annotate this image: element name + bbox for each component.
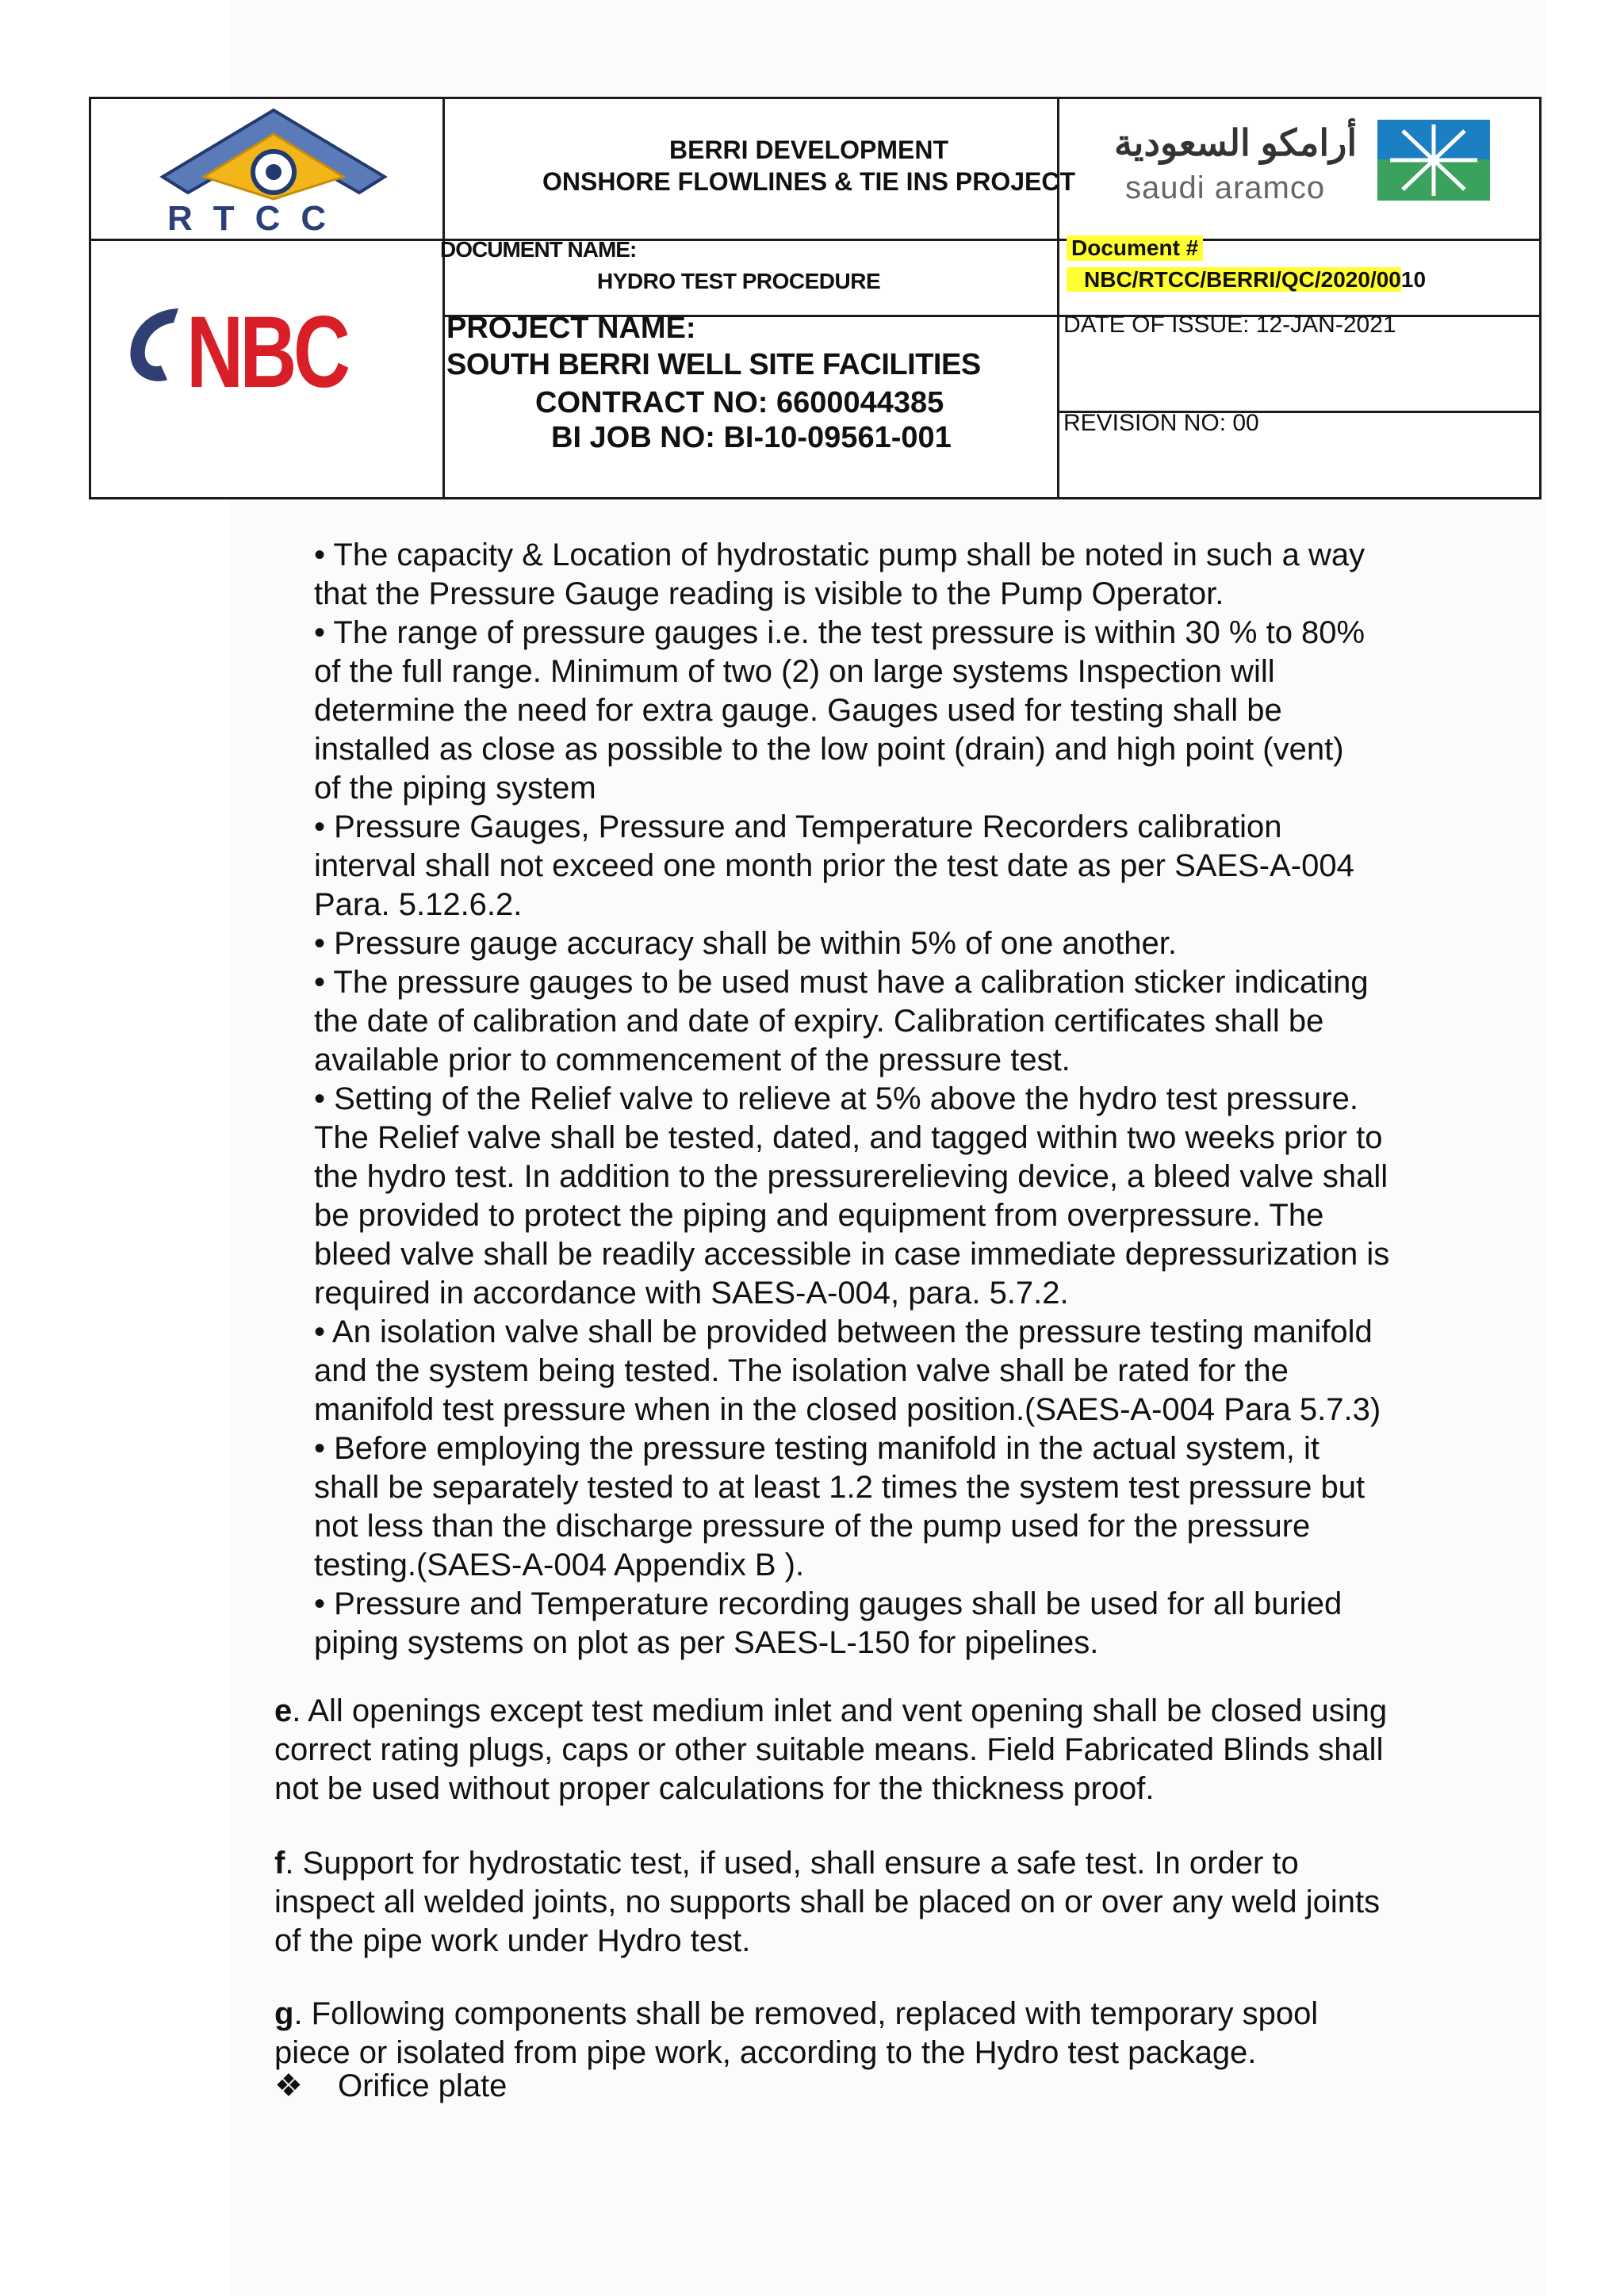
paragraph-e <box>274 1692 1448 1808</box>
document-number-highlighted: NBC/RTCC/BERRI/QC/2020/00 <box>1067 267 1401 292</box>
bullet-line: installed as close as possible to the low point (drain) and high point (vent) <box>314 732 1344 767</box>
bullet-line: • The pressure gauges to be used must have a calibration sticker indicating <box>314 965 1369 1000</box>
contract-number: CONTRACT NO: 6600044385 <box>535 386 944 419</box>
bullet-line: not less than the discharge pressure of the pump used for the pressure <box>314 1509 1311 1544</box>
requirements-bullet-list <box>314 536 1440 1663</box>
paragraph-text: . Following components shall be removed, replaced with temporary spool <box>293 1996 1319 2031</box>
paragraph-line: not be used without proper calculations for the thickness proof. <box>274 1771 1155 1806</box>
bullet-line: the hydro test. In addition to the pressurerelieving device, a bleed valve shall <box>314 1159 1388 1194</box>
bullet-item <box>314 1429 1440 1585</box>
component-list-item <box>274 2068 507 2104</box>
date-of-issue: DATE OF ISSUE: 12-JAN-2021 <box>1063 312 1396 338</box>
paragraph-line <box>274 1692 1448 1731</box>
nbc-logo-mark <box>123 302 186 389</box>
component-name: Orifice plate <box>338 2068 508 2103</box>
document-name-label: DOCUMENT NAME: <box>440 237 637 262</box>
rtcc-logo-text: RTCC <box>167 199 347 238</box>
bullet-line: piping systems on plot as per SAES-L-150 for pipelines. <box>314 1625 1099 1660</box>
bullet-line: manifold test pressure when in the closed position.(SAES-A-004 Para 5.7.3) <box>314 1392 1381 1427</box>
bullet-line: interval shall not exceed one month prior the test date as per SAES-A-004 <box>314 848 1354 883</box>
bullet-item <box>314 536 1440 614</box>
bullet-line: bleed valve shall be readily accessible in case immediate depressurization is <box>314 1237 1390 1272</box>
diamond-bullet-icon: ❖ <box>274 2068 303 2103</box>
bullet-line: The Relief valve shall be tested, dated, and tagged within two weeks prior to <box>314 1120 1383 1155</box>
document-name-value: HYDRO TEST PROCEDURE <box>597 269 881 293</box>
aramco-english-wordmark: saudi aramco <box>1125 170 1326 205</box>
bullet-line: • The range of pressure gauges i.e. the test pressure is within 30 % to 80% <box>314 615 1365 650</box>
project-title-line: BERRI DEVELOPMENT <box>668 136 949 164</box>
bullet-line: and the system being tested. The isolation valve shall be rated for the <box>314 1353 1289 1388</box>
bullet-item <box>314 924 1440 963</box>
bullet-line: be provided to protect the piping and equipment from overpressure. The <box>314 1198 1324 1233</box>
bullet-line: available prior to commencement of the pressure test. <box>314 1043 1071 1077</box>
revision-number: REVISION NO: 00 <box>1063 410 1259 436</box>
project-title-line: ONSHORE FLOWLINES & TIE INS PROJECT <box>542 167 1076 196</box>
bullet-line: • Before employing the pressure testing manifold in the actual system, it <box>314 1431 1320 1466</box>
paragraph-text: . Support for hydrostatic test, if used, shall ensure a safe test. In order to <box>285 1846 1299 1881</box>
document-number-label: Document # <box>1067 235 1203 261</box>
paragraph-letter: e <box>274 1693 293 1728</box>
header-divider <box>442 99 445 497</box>
paragraph-line: inspect all welded joints, no supports shall be placed on or over any weld joints <box>274 1885 1381 1919</box>
bullet-item <box>314 614 1440 808</box>
bullet-line: the date of calibration and date of expiry. Calibration certificates shall be <box>314 1004 1324 1039</box>
project-name-label: PROJECT NAME: <box>446 312 696 345</box>
aramco-arabic-wordmark: أرامكو السعودية <box>1114 122 1358 163</box>
project-name-value: SOUTH BERRI WELL SITE FACILITIES <box>446 348 981 381</box>
paragraph-text: . All openings except test medium inlet and vent opening shall be closed using <box>292 1693 1388 1728</box>
nbc-logo-text: NBC <box>186 296 347 409</box>
bullet-item <box>314 963 1440 1080</box>
bullet-line: Para. 5.12.6.2. <box>314 887 523 922</box>
bullet-line: • The capacity & Location of hydrostatic pump shall be noted in such a way <box>314 538 1365 572</box>
paragraph-line: of the pipe work under Hydro test. <box>274 1923 751 1958</box>
paragraph-letter: g <box>274 1996 294 2031</box>
paragraph-line <box>274 1844 1448 1883</box>
bullet-line: • Pressure gauge accuracy shall be within 5% of one another. <box>314 926 1177 961</box>
bullet-item <box>314 1313 1440 1429</box>
paragraph-line: correct rating plugs, caps or other suitable means. Field Fabricated Blinds shall <box>274 1732 1384 1767</box>
bullet-line: of the piping system <box>314 771 596 806</box>
bullet-line: of the full range. Minimum of two (2) on large systems Inspection will <box>314 654 1275 689</box>
project-title <box>472 134 1146 197</box>
document-header-table <box>89 97 1542 499</box>
header-divider <box>91 239 1541 241</box>
bullet-line: • Setting of the Relief valve to relieve at 5% above the hydro test pressure. <box>314 1081 1358 1116</box>
bullet-item <box>314 1585 1440 1663</box>
bullet-line: • An isolation valve shall be provided between the pressure testing manifold <box>314 1314 1373 1349</box>
paragraph-line <box>274 1995 1448 2034</box>
paragraph-f <box>274 1844 1448 1961</box>
paragraph-line: piece or isolated from pipe work, according to the Hydro test package. <box>274 2035 1257 2070</box>
bullet-line: required in accordance with SAES-A-004, para. 5.7.2. <box>314 1276 1069 1311</box>
document-number <box>1067 267 1426 293</box>
document-number-suffix: 10 <box>1400 267 1427 292</box>
paragraph-letter: f <box>274 1846 285 1881</box>
bi-job-number: BI JOB NO: BI-10-09561-001 <box>551 421 952 454</box>
bullet-line: that the Pressure Gauge reading is visible to the Pump Operator. <box>314 576 1224 611</box>
bullet-item <box>314 808 1440 924</box>
bullet-line: shall be separately tested to at least 1.2 times the system test pressure but <box>314 1470 1365 1505</box>
aramco-star-icon <box>1374 117 1493 204</box>
bullet-line: • Pressure Gauges, Pressure and Temperature Recorders calibration <box>314 809 1282 844</box>
bullet-item <box>314 1080 1440 1313</box>
bullet-line: testing.(SAES-A-004 Appendix B ). <box>314 1548 805 1582</box>
bullet-line: • Pressure and Temperature recording gauges shall be used for all buried <box>314 1586 1342 1621</box>
bullet-line: determine the need for extra gauge. Gauges used for testing shall be <box>314 693 1282 728</box>
paragraph-g <box>274 1995 1448 2072</box>
